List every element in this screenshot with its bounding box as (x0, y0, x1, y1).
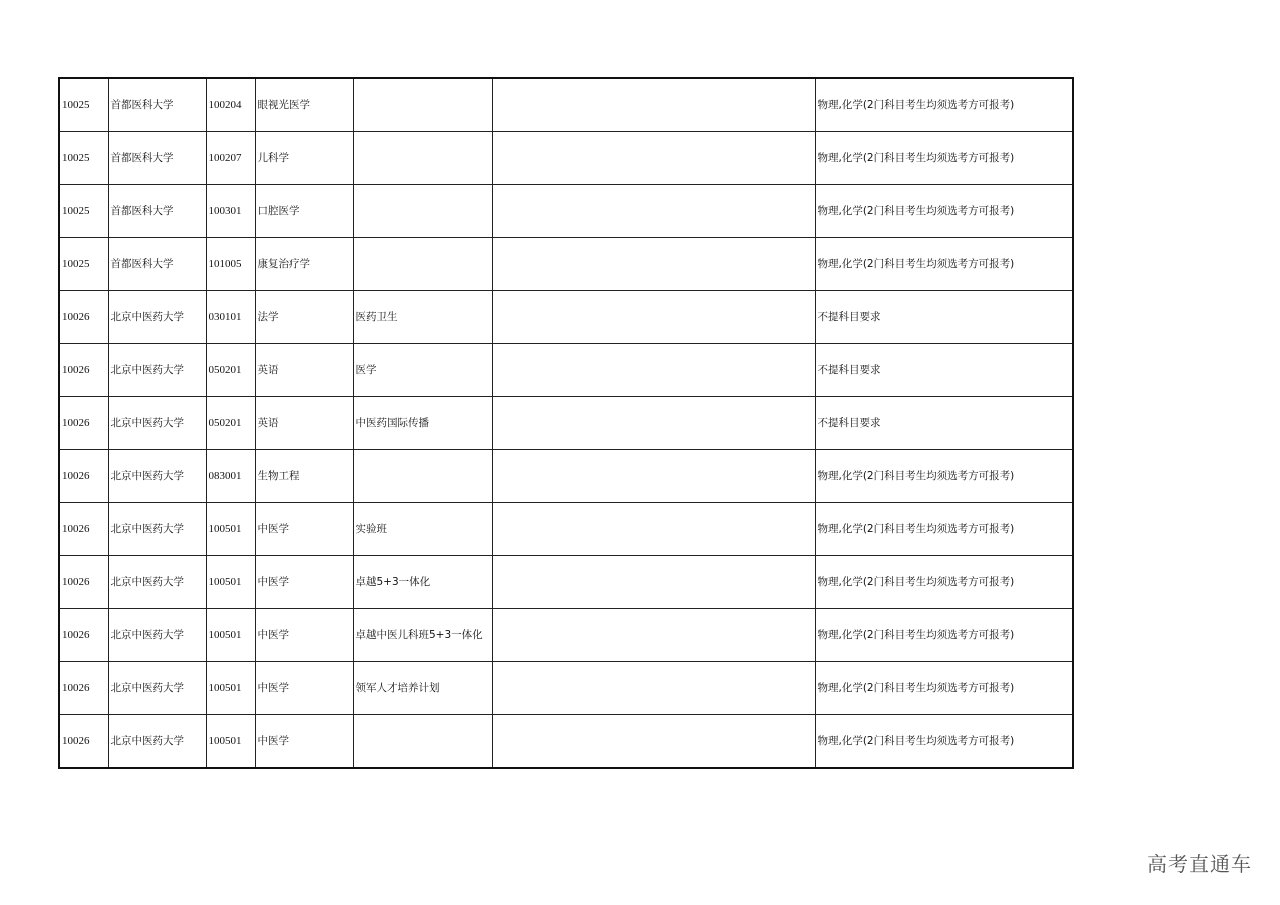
major-name-cell: 生物工程 (255, 450, 353, 503)
school-name-cell: 北京中医药大学 (108, 291, 206, 344)
requirement-cell: 物理,化学(2门科目考生均须选考方可报考) (815, 503, 1073, 556)
school-code-cell: 10026 (59, 397, 108, 450)
major-name-cell: 中医学 (255, 556, 353, 609)
school-name-cell: 首都医科大学 (108, 132, 206, 185)
major-code-cell: 100501 (206, 503, 255, 556)
requirement-cell: 物理,化学(2门科目考生均须选考方可报考) (815, 715, 1073, 769)
note-cell: 中医药国际传播 (353, 397, 492, 450)
table-body (59, 78, 1073, 768)
requirement-cell: 物理,化学(2门科目考生均须选考方可报考) (815, 450, 1073, 503)
table-row (59, 291, 1073, 344)
extra-cell (492, 609, 815, 662)
watermark-logo-text: 高考直通车 (1147, 852, 1252, 876)
school-code-cell: 10026 (59, 556, 108, 609)
requirement-cell: 物理,化学(2门科目考生均须选考方可报考) (815, 78, 1073, 132)
major-name-cell: 英语 (255, 397, 353, 450)
school-code-cell: 10026 (59, 503, 108, 556)
school-name-cell: 首都医科大学 (108, 78, 206, 132)
note-cell: 卓越中医儿科班5+3一体化 (353, 609, 492, 662)
major-code-cell: 083001 (206, 450, 255, 503)
requirement-cell: 不提科目要求 (815, 344, 1073, 397)
table-row (59, 238, 1073, 291)
extra-cell (492, 397, 815, 450)
note-cell (353, 238, 492, 291)
school-code-cell: 10025 (59, 238, 108, 291)
note-cell: 医药卫生 (353, 291, 492, 344)
extra-cell (492, 238, 815, 291)
school-name-cell: 北京中医药大学 (108, 397, 206, 450)
school-code-cell: 10026 (59, 609, 108, 662)
requirement-cell: 物理,化学(2门科目考生均须选考方可报考) (815, 556, 1073, 609)
major-code-cell: 101005 (206, 238, 255, 291)
table-row (59, 344, 1073, 397)
requirement-cell: 不提科目要求 (815, 397, 1073, 450)
major-code-cell: 100501 (206, 715, 255, 769)
requirement-cell: 不提科目要求 (815, 291, 1073, 344)
major-name-cell: 眼视光医学 (255, 78, 353, 132)
extra-cell (492, 662, 815, 715)
major-name-cell: 法学 (255, 291, 353, 344)
requirement-cell: 物理,化学(2门科目考生均须选考方可报考) (815, 238, 1073, 291)
table-row (59, 715, 1073, 769)
school-name-cell: 北京中医药大学 (108, 556, 206, 609)
school-code-cell: 10026 (59, 450, 108, 503)
major-name-cell: 中医学 (255, 662, 353, 715)
school-code-cell: 10026 (59, 291, 108, 344)
major-name-cell: 口腔医学 (255, 185, 353, 238)
extra-cell (492, 450, 815, 503)
school-code-cell: 10025 (59, 185, 108, 238)
note-cell: 卓越5+3一体化 (353, 556, 492, 609)
extra-cell (492, 185, 815, 238)
table-row (59, 662, 1073, 715)
school-code-cell: 10025 (59, 132, 108, 185)
extra-cell (492, 715, 815, 769)
note-cell (353, 132, 492, 185)
major-code-cell: 030101 (206, 291, 255, 344)
extra-cell (492, 344, 815, 397)
note-cell (353, 715, 492, 769)
table-row (59, 450, 1073, 503)
school-name-cell: 北京中医药大学 (108, 662, 206, 715)
extra-cell (492, 503, 815, 556)
note-cell (353, 78, 492, 132)
major-code-cell: 100204 (206, 78, 255, 132)
major-name-cell: 中医学 (255, 503, 353, 556)
major-code-cell: 100301 (206, 185, 255, 238)
major-name-cell: 康复治疗学 (255, 238, 353, 291)
table-row (59, 503, 1073, 556)
school-name-cell: 北京中医药大学 (108, 715, 206, 769)
major-name-cell: 英语 (255, 344, 353, 397)
note-cell: 领军人才培养计划 (353, 662, 492, 715)
school-name-cell: 北京中医药大学 (108, 609, 206, 662)
extra-cell (492, 556, 815, 609)
major-name-cell: 儿科学 (255, 132, 353, 185)
major-code-cell: 100501 (206, 662, 255, 715)
note-cell: 医学 (353, 344, 492, 397)
extra-cell (492, 291, 815, 344)
major-name-cell: 中医学 (255, 609, 353, 662)
school-code-cell: 10026 (59, 344, 108, 397)
requirement-cell: 物理,化学(2门科目考生均须选考方可报考) (815, 609, 1073, 662)
table-row (59, 132, 1073, 185)
note-cell (353, 185, 492, 238)
table-row (59, 397, 1073, 450)
major-code-cell: 050201 (206, 344, 255, 397)
requirement-cell: 物理,化学(2门科目考生均须选考方可报考) (815, 132, 1073, 185)
school-name-cell: 北京中医药大学 (108, 344, 206, 397)
major-code-cell: 100501 (206, 556, 255, 609)
major-code-cell: 100207 (206, 132, 255, 185)
admission-table (58, 77, 1074, 769)
table-row (59, 78, 1073, 132)
note-cell (353, 450, 492, 503)
requirement-cell: 物理,化学(2门科目考生均须选考方可报考) (815, 662, 1073, 715)
school-code-cell: 10026 (59, 662, 108, 715)
table-row (59, 609, 1073, 662)
school-name-cell: 首都医科大学 (108, 238, 206, 291)
extra-cell (492, 78, 815, 132)
school-name-cell: 首都医科大学 (108, 185, 206, 238)
major-name-cell: 中医学 (255, 715, 353, 769)
school-name-cell: 北京中医药大学 (108, 450, 206, 503)
school-code-cell: 10025 (59, 78, 108, 132)
school-code-cell: 10026 (59, 715, 108, 769)
school-name-cell: 北京中医药大学 (108, 503, 206, 556)
major-code-cell: 050201 (206, 397, 255, 450)
table-row (59, 556, 1073, 609)
requirement-cell: 物理,化学(2门科目考生均须选考方可报考) (815, 185, 1073, 238)
major-code-cell: 100501 (206, 609, 255, 662)
extra-cell (492, 132, 815, 185)
note-cell: 实验班 (353, 503, 492, 556)
table-row (59, 185, 1073, 238)
